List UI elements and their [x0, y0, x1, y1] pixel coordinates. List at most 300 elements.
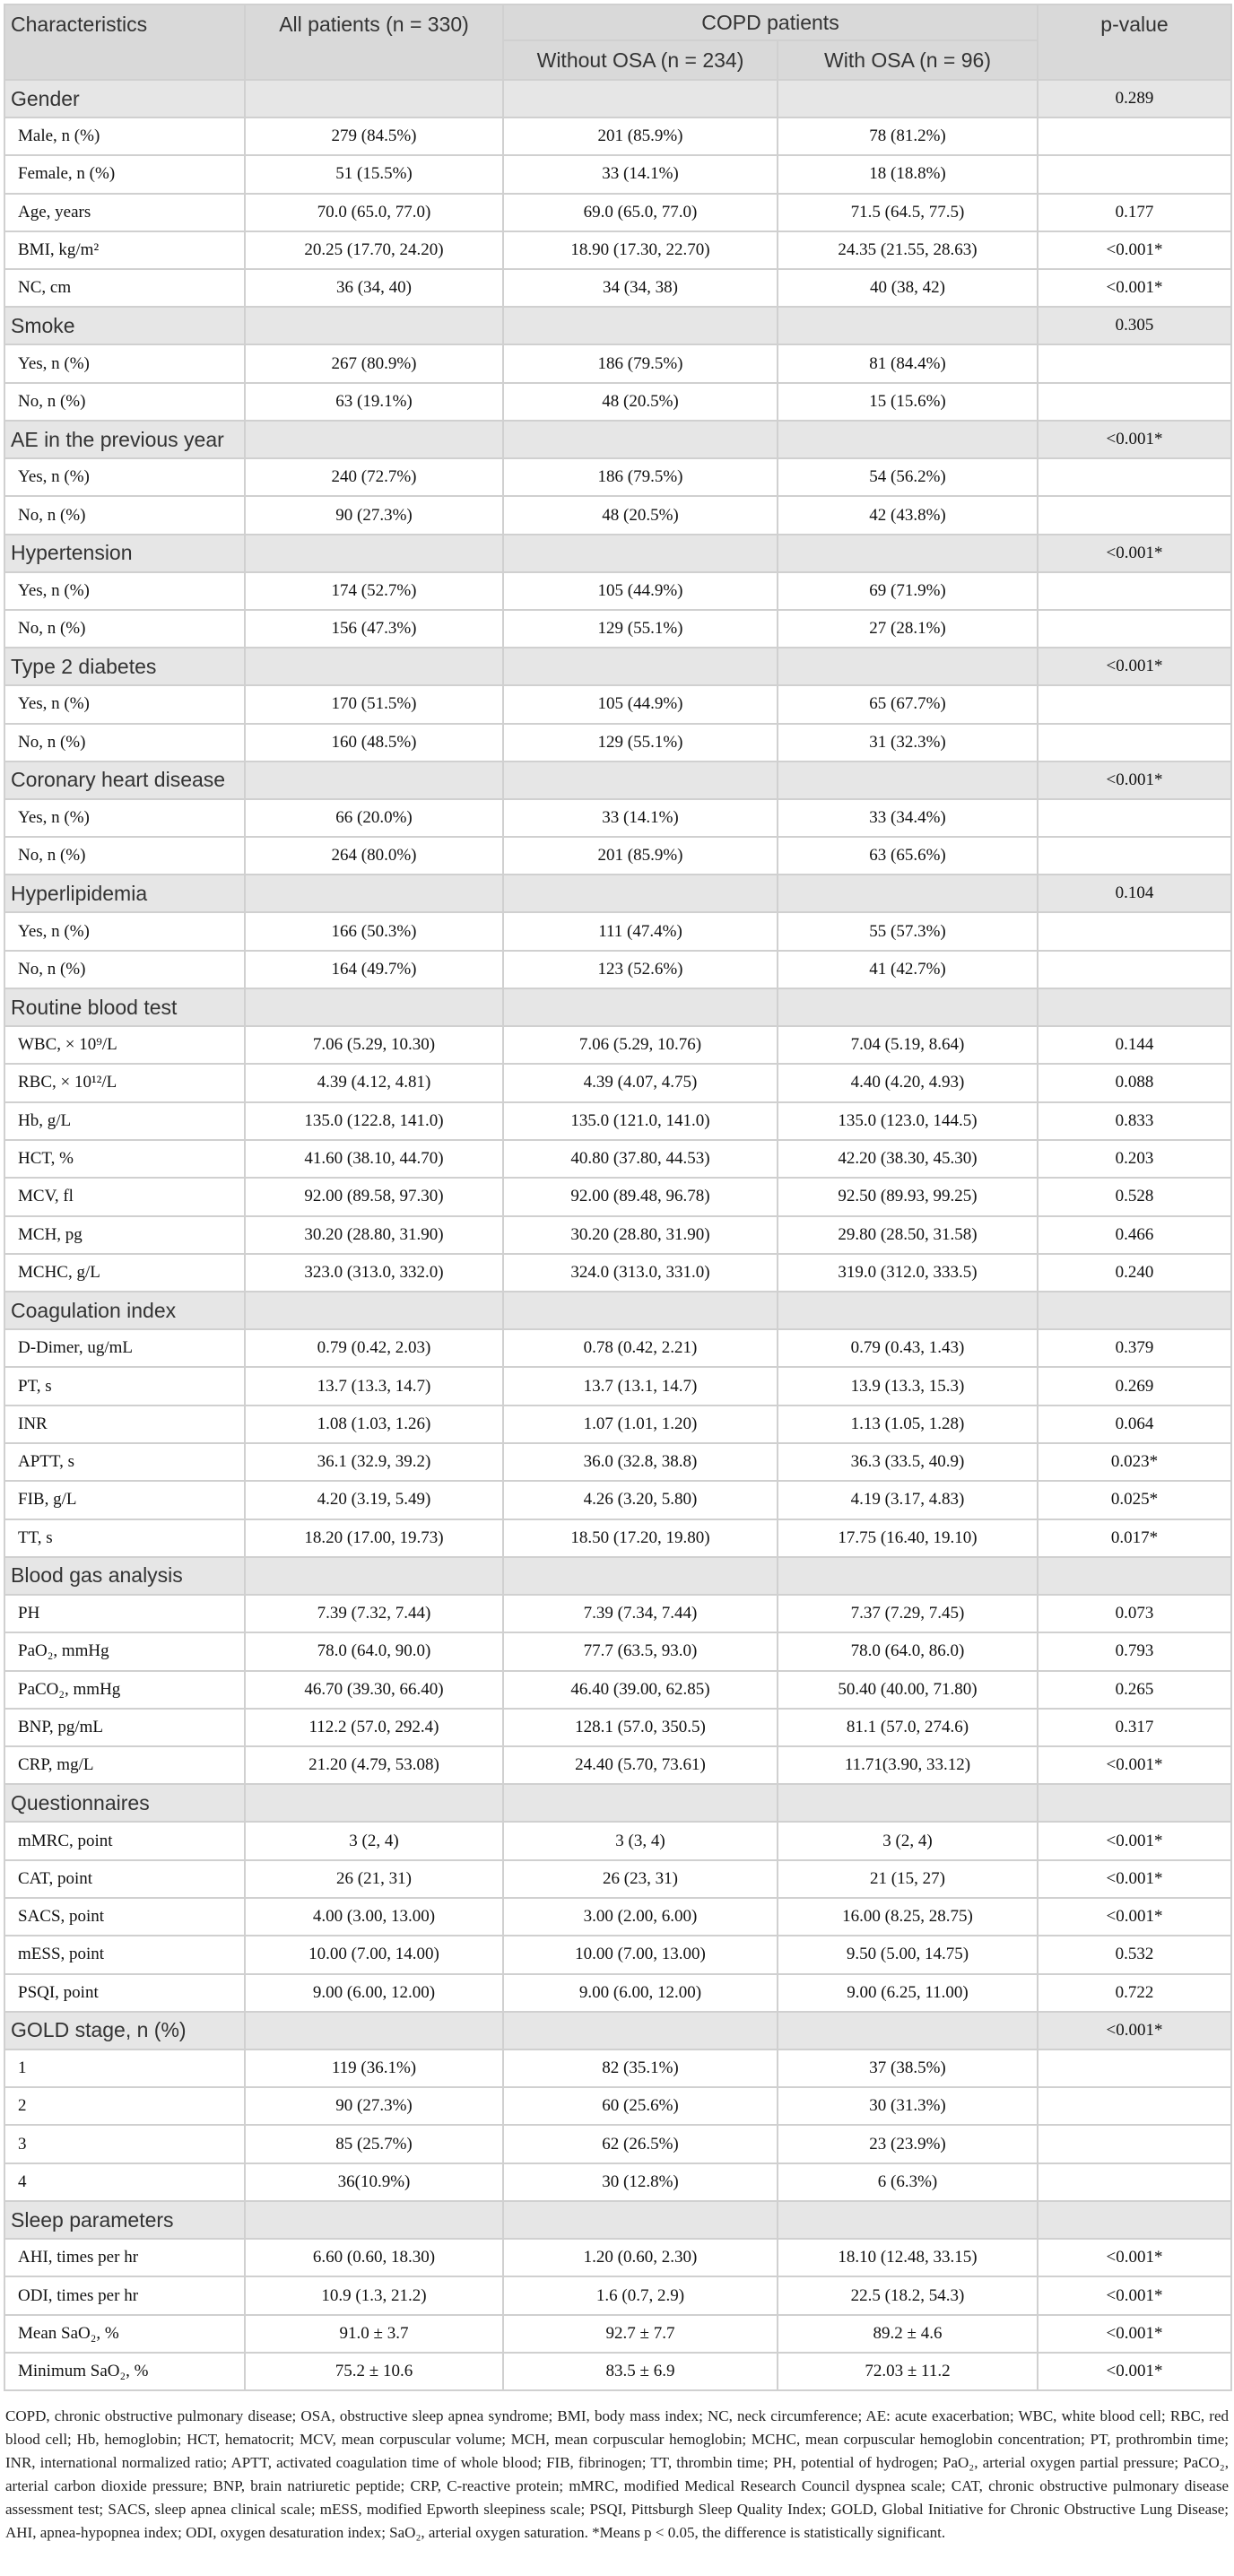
row-label: NC, cm	[4, 269, 245, 307]
without-osa-value: 34 (34, 38)	[503, 269, 778, 307]
row-label: Female, n (%)	[4, 155, 245, 193]
row-label: 4	[4, 2163, 245, 2201]
section-p-value	[1038, 1557, 1231, 1595]
row-label: BMI, kg/m²	[4, 231, 245, 269]
table-row	[4, 799, 1231, 837]
with-osa-value: 36.3 (33.5, 40.9)	[778, 1443, 1038, 1481]
p-value	[1038, 799, 1231, 837]
section-row	[4, 2201, 1231, 2239]
with-osa-value: 22.5 (18.2, 54.3)	[778, 2276, 1038, 2314]
section-empty-cell	[503, 875, 778, 912]
all-patients-value: 4.39 (4.12, 4.81)	[245, 1064, 503, 1101]
with-osa-value: 54 (56.2%)	[778, 458, 1038, 496]
section-empty-cell	[245, 988, 503, 1026]
characteristics-table	[4, 4, 1232, 2391]
section-empty-cell	[503, 761, 778, 799]
section-p-value: <0.001*	[1038, 535, 1231, 572]
p-value	[1038, 951, 1231, 988]
table-row	[4, 1254, 1231, 1292]
p-value: <0.001*	[1038, 231, 1231, 269]
table-row	[4, 2163, 1231, 2201]
p-value	[1038, 117, 1231, 155]
with-osa-value: 6 (6.3%)	[778, 2163, 1038, 2201]
section-title: Routine blood test	[4, 988, 245, 1026]
with-osa-value: 11.71(3.90, 33.12)	[778, 1746, 1038, 1784]
with-osa-value: 55 (57.3%)	[778, 912, 1038, 950]
without-osa-value: 24.40 (5.70, 73.61)	[503, 1746, 778, 1784]
section-empty-cell	[245, 1784, 503, 1822]
table-row	[4, 194, 1231, 231]
without-osa-value: 60 (25.6%)	[503, 2087, 778, 2125]
p-value: 0.833	[1038, 1102, 1231, 1140]
without-osa-value: 129 (55.1%)	[503, 610, 778, 648]
without-osa-value: 92.7 ± 7.7	[503, 2315, 778, 2353]
all-patients-value: 26 (21, 31)	[245, 1860, 503, 1898]
header-characteristics: Characteristics	[4, 4, 245, 80]
with-osa-value: 4.40 (4.20, 4.93)	[778, 1064, 1038, 1101]
row-label: Yes, n (%)	[4, 799, 245, 837]
all-patients-value: 0.79 (0.42, 2.03)	[245, 1329, 503, 1367]
all-patients-value: 10.00 (7.00, 14.00)	[245, 1936, 503, 1973]
with-osa-value: 18 (18.8%)	[778, 155, 1038, 193]
table-row	[4, 155, 1231, 193]
with-osa-value: 21 (15, 27)	[778, 1860, 1038, 1898]
without-osa-value: 36.0 (32.8, 38.8)	[503, 1443, 778, 1481]
p-value: 0.073	[1038, 1595, 1231, 1632]
row-label: D-Dimer, ug/mL	[4, 1329, 245, 1367]
table-row	[4, 1102, 1231, 1140]
without-osa-value: 30 (12.8%)	[503, 2163, 778, 2201]
section-empty-cell	[245, 1292, 503, 1329]
section-row	[4, 875, 1231, 912]
table-row	[4, 1178, 1231, 1215]
all-patients-value: 51 (15.5%)	[245, 155, 503, 193]
row-label: PaCO₂, mmHg	[4, 1671, 245, 1709]
row-label: Hb, g/L	[4, 1102, 245, 1140]
table-row	[4, 912, 1231, 950]
with-osa-value: 9.50 (5.00, 14.75)	[778, 1936, 1038, 1973]
table-row	[4, 2125, 1231, 2163]
section-empty-cell	[245, 307, 503, 344]
without-osa-value: 4.26 (3.20, 5.80)	[503, 1481, 778, 1519]
row-label: No, n (%)	[4, 837, 245, 875]
p-value: 0.240	[1038, 1254, 1231, 1292]
p-value: 0.203	[1038, 1140, 1231, 1178]
p-value	[1038, 610, 1231, 648]
without-osa-value: 324.0 (313.0, 331.0)	[503, 1254, 778, 1292]
all-patients-value: 70.0 (65.0, 77.0)	[245, 194, 503, 231]
all-patients-value: 6.60 (0.60, 18.30)	[245, 2239, 503, 2276]
row-label: MCV, fl	[4, 1178, 245, 1215]
table-row	[4, 383, 1231, 421]
section-empty-cell	[245, 648, 503, 685]
row-label: WBC, × 10⁹/L	[4, 1026, 245, 1064]
p-value: <0.001*	[1038, 2239, 1231, 2276]
section-row	[4, 761, 1231, 799]
row-label: ODI, times per hr	[4, 2276, 245, 2314]
table-row	[4, 1632, 1231, 1670]
section-title: Hyperlipidemia	[4, 875, 245, 912]
section-row	[4, 1557, 1231, 1595]
section-empty-cell	[778, 761, 1038, 799]
table-row	[4, 1367, 1231, 1405]
section-title: Type 2 diabetes	[4, 648, 245, 685]
with-osa-value: 40 (38, 42)	[778, 269, 1038, 307]
p-value	[1038, 2163, 1231, 2201]
row-label: MCH, pg	[4, 1216, 245, 1254]
all-patients-value: 240 (72.7%)	[245, 458, 503, 496]
all-patients-value: 7.39 (7.32, 7.44)	[245, 1595, 503, 1632]
section-p-value	[1038, 2201, 1231, 2239]
row-label: Yes, n (%)	[4, 458, 245, 496]
row-label: No, n (%)	[4, 724, 245, 761]
with-osa-value: 41 (42.7%)	[778, 951, 1038, 988]
section-empty-cell	[778, 2012, 1038, 2049]
all-patients-value: 1.08 (1.03, 1.26)	[245, 1405, 503, 1443]
p-value	[1038, 912, 1231, 950]
section-empty-cell	[778, 648, 1038, 685]
without-osa-value: 18.50 (17.20, 19.80)	[503, 1519, 778, 1557]
section-p-value	[1038, 1784, 1231, 1822]
all-patients-value: 112.2 (57.0, 292.4)	[245, 1709, 503, 1746]
table-row	[4, 1974, 1231, 2012]
without-osa-value: 128.1 (57.0, 350.5)	[503, 1709, 778, 1746]
without-osa-value: 186 (79.5%)	[503, 344, 778, 382]
all-patients-value: 119 (36.1%)	[245, 2049, 503, 2087]
table-row	[4, 1329, 1231, 1367]
section-row	[4, 307, 1231, 344]
all-patients-value: 91.0 ± 3.7	[245, 2315, 503, 2353]
p-value: <0.001*	[1038, 2315, 1231, 2353]
all-patients-value: 264 (80.0%)	[245, 837, 503, 875]
with-osa-value: 81.1 (57.0, 274.6)	[778, 1709, 1038, 1746]
without-osa-value: 33 (14.1%)	[503, 799, 778, 837]
without-osa-value: 129 (55.1%)	[503, 724, 778, 761]
all-patients-value: 7.06 (5.29, 10.30)	[245, 1026, 503, 1064]
all-patients-value: 164 (49.7%)	[245, 951, 503, 988]
p-value: 0.017*	[1038, 1519, 1231, 1557]
p-value: <0.001*	[1038, 1898, 1231, 1936]
without-osa-value: 26 (23, 31)	[503, 1860, 778, 1898]
section-title: GOLD stage, n (%)	[4, 2012, 245, 2049]
without-osa-value: 3.00 (2.00, 6.00)	[503, 1898, 778, 1936]
table-row	[4, 1443, 1231, 1481]
all-patients-value: 78.0 (64.0, 90.0)	[245, 1632, 503, 1670]
section-empty-cell	[245, 875, 503, 912]
section-empty-cell	[503, 2012, 778, 2049]
section-title: Smoke	[4, 307, 245, 344]
with-osa-value: 63 (65.6%)	[778, 837, 1038, 875]
with-osa-value: 65 (67.7%)	[778, 685, 1038, 723]
table-row	[4, 1405, 1231, 1443]
without-osa-value: 92.00 (89.48, 96.78)	[503, 1178, 778, 1215]
table-body	[4, 80, 1231, 2390]
with-osa-value: 37 (38.5%)	[778, 2049, 1038, 2087]
all-patients-value: 21.20 (4.79, 53.08)	[245, 1746, 503, 1784]
p-value: 0.088	[1038, 1064, 1231, 1101]
all-patients-value: 36(10.9%)	[245, 2163, 503, 2201]
row-label: mESS, point	[4, 1936, 245, 1973]
with-osa-value: 16.00 (8.25, 28.75)	[778, 1898, 1038, 1936]
without-osa-value: 3 (3, 4)	[503, 1822, 778, 1859]
table-row	[4, 1709, 1231, 1746]
p-value: <0.001*	[1038, 1860, 1231, 1898]
row-label: mMRC, point	[4, 1822, 245, 1859]
with-osa-value: 1.13 (1.05, 1.28)	[778, 1405, 1038, 1443]
section-empty-cell	[503, 1292, 778, 1329]
without-osa-value: 40.80 (37.80, 44.53)	[503, 1140, 778, 1178]
section-empty-cell	[245, 2201, 503, 2239]
row-label: No, n (%)	[4, 496, 245, 534]
row-label: PH	[4, 1595, 245, 1632]
without-osa-value: 4.39 (4.07, 4.75)	[503, 1064, 778, 1101]
with-osa-value: 78 (81.2%)	[778, 117, 1038, 155]
table-row	[4, 1026, 1231, 1064]
p-value: 0.722	[1038, 1974, 1231, 2012]
all-patients-value: 30.20 (28.80, 31.90)	[245, 1216, 503, 1254]
with-osa-value: 15 (15.6%)	[778, 383, 1038, 421]
p-value	[1038, 724, 1231, 761]
p-value	[1038, 2125, 1231, 2163]
row-label: RBC, × 10¹²/L	[4, 1064, 245, 1101]
section-empty-cell	[778, 535, 1038, 572]
table-row	[4, 685, 1231, 723]
p-value: 0.064	[1038, 1405, 1231, 1443]
table-row	[4, 1481, 1231, 1519]
table-row	[4, 572, 1231, 610]
table-row	[4, 1936, 1231, 1973]
row-label: 3	[4, 2125, 245, 2163]
all-patients-value: 166 (50.3%)	[245, 912, 503, 950]
with-osa-value: 50.40 (40.00, 71.80)	[778, 1671, 1038, 1709]
with-osa-value: 81 (84.4%)	[778, 344, 1038, 382]
row-label: 1	[4, 2049, 245, 2087]
with-osa-value: 42 (43.8%)	[778, 496, 1038, 534]
table-row	[4, 1216, 1231, 1254]
p-value: <0.001*	[1038, 269, 1231, 307]
row-label: MCHC, g/L	[4, 1254, 245, 1292]
section-empty-cell	[503, 2201, 778, 2239]
section-empty-cell	[778, 2201, 1038, 2239]
table-row	[4, 1519, 1231, 1557]
all-patients-value: 36.1 (32.9, 39.2)	[245, 1443, 503, 1481]
p-value: <0.001*	[1038, 2276, 1231, 2314]
table-row	[4, 2315, 1231, 2353]
all-patients-value: 160 (48.5%)	[245, 724, 503, 761]
section-row	[4, 80, 1231, 117]
with-osa-value: 24.35 (21.55, 28.63)	[778, 231, 1038, 269]
without-osa-value: 83.5 ± 6.9	[503, 2353, 778, 2390]
header-without-osa: Without OSA (n = 234)	[503, 40, 778, 80]
row-label: Minimum SaO₂, %	[4, 2353, 245, 2390]
without-osa-value: 0.78 (0.42, 2.21)	[503, 1329, 778, 1367]
without-osa-value: 123 (52.6%)	[503, 951, 778, 988]
with-osa-value: 135.0 (123.0, 144.5)	[778, 1102, 1038, 1140]
all-patients-value: 63 (19.1%)	[245, 383, 503, 421]
section-empty-cell	[503, 307, 778, 344]
all-patients-value: 90 (27.3%)	[245, 2087, 503, 2125]
section-p-value: 0.104	[1038, 875, 1231, 912]
without-osa-value: 13.7 (13.1, 14.7)	[503, 1367, 778, 1405]
without-osa-value: 111 (47.4%)	[503, 912, 778, 950]
section-empty-cell	[503, 1784, 778, 1822]
with-osa-value: 17.75 (16.40, 19.10)	[778, 1519, 1038, 1557]
table-row	[4, 837, 1231, 875]
without-osa-value: 7.39 (7.34, 7.44)	[503, 1595, 778, 1632]
all-patients-value: 267 (80.9%)	[245, 344, 503, 382]
p-value: 0.466	[1038, 1216, 1231, 1254]
row-label: BNP, pg/mL	[4, 1709, 245, 1746]
section-empty-cell	[778, 1557, 1038, 1595]
section-p-value	[1038, 988, 1231, 1026]
section-p-value: <0.001*	[1038, 421, 1231, 458]
section-title: Questionnaires	[4, 1784, 245, 1822]
table-row	[4, 1746, 1231, 1784]
all-patients-value: 36 (34, 40)	[245, 269, 503, 307]
section-title: Hypertension	[4, 535, 245, 572]
all-patients-value: 4.20 (3.19, 5.49)	[245, 1481, 503, 1519]
row-label: SACS, point	[4, 1898, 245, 1936]
p-value: 0.023*	[1038, 1443, 1231, 1481]
section-p-value: <0.001*	[1038, 648, 1231, 685]
section-empty-cell	[778, 1784, 1038, 1822]
section-empty-cell	[245, 2012, 503, 2049]
header-copd-patients: COPD patients	[503, 4, 1038, 40]
row-label: No, n (%)	[4, 951, 245, 988]
table-row	[4, 1822, 1231, 1859]
all-patients-value: 18.20 (17.00, 19.73)	[245, 1519, 503, 1557]
p-value	[1038, 496, 1231, 534]
row-label: Yes, n (%)	[4, 344, 245, 382]
section-empty-cell	[503, 648, 778, 685]
section-row	[4, 1784, 1231, 1822]
row-label: INR	[4, 1405, 245, 1443]
row-label: APTT, s	[4, 1443, 245, 1481]
row-label: Age, years	[4, 194, 245, 231]
table-row	[4, 1860, 1231, 1898]
p-value: 0.269	[1038, 1367, 1231, 1405]
table-row	[4, 496, 1231, 534]
all-patients-value: 92.00 (89.58, 97.30)	[245, 1178, 503, 1215]
section-p-value: <0.001*	[1038, 761, 1231, 799]
section-title: Blood gas analysis	[4, 1557, 245, 1595]
with-osa-value: 71.5 (64.5, 77.5)	[778, 194, 1038, 231]
all-patients-value: 46.70 (39.30, 66.40)	[245, 1671, 503, 1709]
p-value: <0.001*	[1038, 1746, 1231, 1784]
all-patients-value: 170 (51.5%)	[245, 685, 503, 723]
table-footnote: COPD, chronic obstructive pulmonary disease; OSA, obstructive sleep apnea syndrome; BMI, body mass index; NC, neck circumference; AE: acute exacerbation; WBC, white blood cell; RBC, red blood cell; Hb, hemoglobin; HCT, hematocrit; MCV, mean corpuscular volume; MCH, mean corpuscular hemoglobin; MCHC, mean corpuscular hemoglobin concentration; PT, prothrombin time; INR, international normalized ratio; APTT, activated coagulation time of whole blood; FIB, fibrinogen; TT, thrombin time; PH, potential of hydrogen; PaO₂, arterial oxygen partial pressure; PaCO₂, arterial carbon dioxide pressure; BNP, brain natriuretic peptide; CRP, C-reactive protein; mMRC, modified Medical Research Council dyspnea scale; CAT, chronic obstructive pulmonary disease assessment test; SACS, sleep apnea clinical scale; mESS, modified Epworth sleepiness scale; PSQI, Pittsburgh Sleep Quality Index; GOLD, Global Initiative for Chronic Obstructive Lung Disease; AHI, apnea-hypopnea index; ODI, oxygen desaturation index; SaO₂, arterial oxygen saturation. *Means p < 0.05, the difference is statistically significant.	[5, 2407, 1229, 2541]
with-osa-value: 4.19 (3.17, 4.83)	[778, 1481, 1038, 1519]
table-row	[4, 231, 1231, 269]
table-row	[4, 2049, 1231, 2087]
row-label: No, n (%)	[4, 610, 245, 648]
with-osa-value: 89.2 ± 4.6	[778, 2315, 1038, 2353]
section-empty-cell	[245, 535, 503, 572]
row-label: PSQI, point	[4, 1974, 245, 2012]
with-osa-value: 42.20 (38.30, 45.30)	[778, 1140, 1038, 1178]
all-patients-value: 9.00 (6.00, 12.00)	[245, 1974, 503, 2012]
section-row	[4, 421, 1231, 458]
table-row	[4, 344, 1231, 382]
p-value: 0.528	[1038, 1178, 1231, 1215]
all-patients-value: 20.25 (17.70, 24.20)	[245, 231, 503, 269]
without-osa-value: 1.07 (1.01, 1.20)	[503, 1405, 778, 1443]
without-osa-value: 18.90 (17.30, 22.70)	[503, 231, 778, 269]
with-osa-value: 78.0 (64.0, 86.0)	[778, 1632, 1038, 1670]
without-osa-value: 48 (20.5%)	[503, 496, 778, 534]
without-osa-value: 1.6 (0.7, 2.9)	[503, 2276, 778, 2314]
without-osa-value: 48 (20.5%)	[503, 383, 778, 421]
row-label: PaO₂, mmHg	[4, 1632, 245, 1670]
table-row	[4, 2353, 1231, 2390]
table-row	[4, 1140, 1231, 1178]
section-title: Gender	[4, 80, 245, 117]
p-value	[1038, 458, 1231, 496]
with-osa-value: 72.03 ± 11.2	[778, 2353, 1038, 2390]
section-empty-cell	[503, 1557, 778, 1595]
header-p-value: p-value	[1038, 4, 1231, 80]
section-row	[4, 988, 1231, 1026]
with-osa-value: 3 (2, 4)	[778, 1822, 1038, 1859]
without-osa-value: 10.00 (7.00, 13.00)	[503, 1936, 778, 1973]
with-osa-value: 92.50 (89.93, 99.25)	[778, 1178, 1038, 1215]
with-osa-value: 0.79 (0.43, 1.43)	[778, 1329, 1038, 1367]
p-value	[1038, 2087, 1231, 2125]
row-label: AHI, times per hr	[4, 2239, 245, 2276]
row-label: CAT, point	[4, 1860, 245, 1898]
section-empty-cell	[778, 421, 1038, 458]
section-row	[4, 648, 1231, 685]
section-empty-cell	[503, 421, 778, 458]
with-osa-value: 13.9 (13.3, 15.3)	[778, 1367, 1038, 1405]
p-value	[1038, 2049, 1231, 2087]
without-osa-value: 135.0 (121.0, 141.0)	[503, 1102, 778, 1140]
section-empty-cell	[245, 421, 503, 458]
section-empty-cell	[503, 80, 778, 117]
section-empty-cell	[503, 535, 778, 572]
row-label: PT, s	[4, 1367, 245, 1405]
table-row	[4, 1595, 1231, 1632]
section-empty-cell	[778, 875, 1038, 912]
without-osa-value: 69.0 (65.0, 77.0)	[503, 194, 778, 231]
all-patients-value: 90 (27.3%)	[245, 496, 503, 534]
section-empty-cell	[778, 988, 1038, 1026]
table-row	[4, 724, 1231, 761]
without-osa-value: 33 (14.1%)	[503, 155, 778, 193]
header-all-patients: All patients (n = 330)	[245, 4, 503, 80]
table-row	[4, 2087, 1231, 2125]
p-value	[1038, 572, 1231, 610]
p-value	[1038, 383, 1231, 421]
section-empty-cell	[778, 1292, 1038, 1329]
row-label: Yes, n (%)	[4, 912, 245, 950]
p-value: 0.144	[1038, 1026, 1231, 1064]
section-empty-cell	[778, 80, 1038, 117]
without-osa-value: 105 (44.9%)	[503, 572, 778, 610]
p-value	[1038, 344, 1231, 382]
p-value: <0.001*	[1038, 1822, 1231, 1859]
section-empty-cell	[503, 988, 778, 1026]
row-label: 2	[4, 2087, 245, 2125]
p-value: 0.317	[1038, 1709, 1231, 1746]
row-label: TT, s	[4, 1519, 245, 1557]
row-label: Mean SaO₂, %	[4, 2315, 245, 2353]
row-label: CRP, mg/L	[4, 1746, 245, 1784]
section-title: AE in the previous year	[4, 421, 245, 458]
section-empty-cell	[245, 80, 503, 117]
table-row	[4, 610, 1231, 648]
row-label: Yes, n (%)	[4, 685, 245, 723]
